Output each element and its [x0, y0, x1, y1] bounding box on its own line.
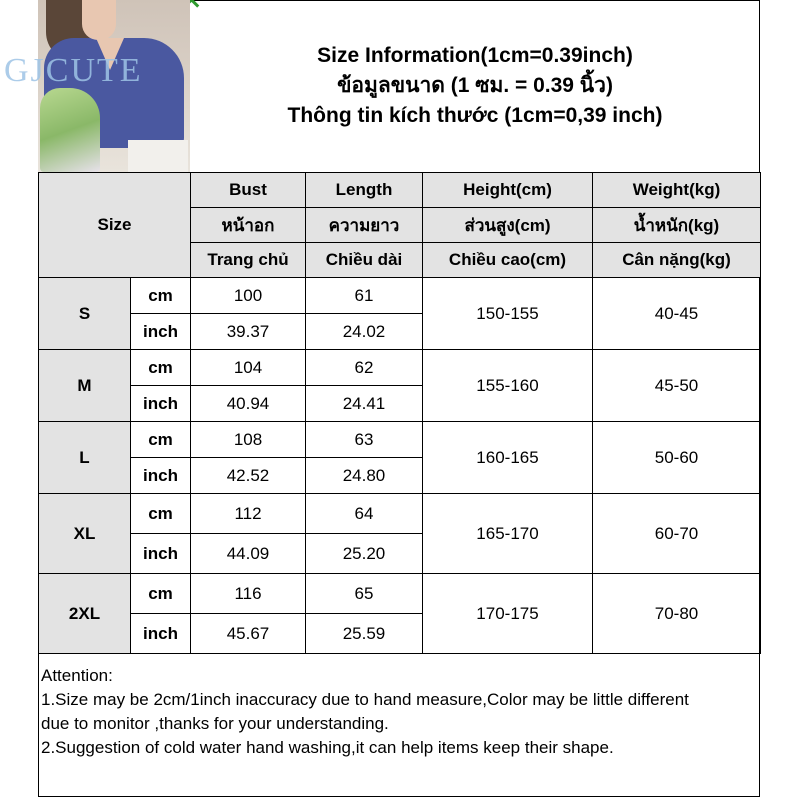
bust-inch: 42.52 [191, 458, 306, 494]
weight-range: 40-45 [593, 278, 761, 350]
height-header-vietnamese: Chiều cao(cm) [423, 243, 593, 278]
unit-label: cm [131, 494, 191, 534]
weight-header: Weight(kg) [593, 173, 761, 208]
length-inch: 25.59 [306, 614, 423, 654]
unit-label: cm [131, 350, 191, 386]
bust-inch: 44.09 [191, 534, 306, 574]
bust-inch: 45.67 [191, 614, 306, 654]
bust-inch: 39.37 [191, 314, 306, 350]
length-cm: 62 [306, 350, 423, 386]
weight-range: 70-80 [593, 574, 761, 654]
table-row [39, 574, 761, 614]
length-header-thai: ความยาว [306, 208, 423, 243]
title-thai: ข้อมูลขนาด (1 ซม. = 0.39 นิ้ว) [337, 74, 613, 97]
size-label: S [39, 278, 131, 350]
unit-label: cm [131, 278, 191, 314]
notes-heading: Attention: [41, 666, 113, 685]
size-label: XL [39, 494, 131, 574]
weight-range: 50-60 [593, 422, 761, 494]
height-range: 155-160 [423, 350, 593, 422]
bust-cm: 104 [191, 350, 306, 386]
title-english: Size Information(1cm=0.39inch) [317, 44, 633, 67]
length-inch: 25.20 [306, 534, 423, 574]
length-header-vietnamese: Chiều dài [306, 243, 423, 278]
height-range: 165-170 [423, 494, 593, 574]
note-line: 2.Suggestion of cold water hand washing,it can help items keep their shape. [41, 738, 614, 757]
size-table [38, 172, 761, 654]
attention-notes [38, 660, 760, 797]
length-inch: 24.80 [306, 458, 423, 494]
note-line: 1.Size may be 2cm/1inch inaccuracy due to hand measure,Color may be little different [41, 690, 689, 709]
bust-cm: 108 [191, 422, 306, 458]
brand-watermark: GJCUTE [4, 52, 143, 89]
size-label: M [39, 350, 131, 422]
size-info-title [190, 0, 760, 172]
unit-label: inch [131, 386, 191, 422]
title-vietnamese: Thông tin kích thước (1cm=0,39 inch) [287, 104, 663, 127]
weight-header-vietnamese: Cân nặng(kg) [593, 243, 761, 278]
bust-header: Bust [191, 173, 306, 208]
table-row [39, 350, 761, 386]
bust-header-vietnamese: Trang chủ [191, 243, 306, 278]
size-header: Size [39, 173, 191, 278]
unit-label: inch [131, 534, 191, 574]
length-cm: 64 [306, 494, 423, 534]
length-cm: 65 [306, 574, 423, 614]
height-header: Height(cm) [423, 173, 593, 208]
height-range: 150-155 [423, 278, 593, 350]
unit-label: inch [131, 458, 191, 494]
unit-label: inch [131, 614, 191, 654]
note-line: due to monitor ,thanks for your understanding. [41, 714, 389, 733]
size-label: L [39, 422, 131, 494]
bust-header-thai: หน้าอก [191, 208, 306, 243]
weight-header-thai: น้ำหนัก(kg) [593, 208, 761, 243]
height-header-thai: ส่วนสูง(cm) [423, 208, 593, 243]
weight-range: 60-70 [593, 494, 761, 574]
unit-label: cm [131, 574, 191, 614]
unit-label: cm [131, 422, 191, 458]
length-cm: 63 [306, 422, 423, 458]
bust-cm: 112 [191, 494, 306, 534]
bust-inch: 40.94 [191, 386, 306, 422]
weight-range: 45-50 [593, 350, 761, 422]
unit-label: inch [131, 314, 191, 350]
size-label: 2XL [39, 574, 131, 654]
bust-cm: 116 [191, 574, 306, 614]
bust-cm: 100 [191, 278, 306, 314]
length-inch: 24.02 [306, 314, 423, 350]
table-row [39, 422, 761, 458]
height-range: 170-175 [423, 574, 593, 654]
table-row [39, 494, 761, 534]
height-range: 160-165 [423, 422, 593, 494]
header-row-english [39, 173, 761, 208]
length-cm: 61 [306, 278, 423, 314]
table-row [39, 278, 761, 314]
length-inch: 24.41 [306, 386, 423, 422]
length-header: Length [306, 173, 423, 208]
